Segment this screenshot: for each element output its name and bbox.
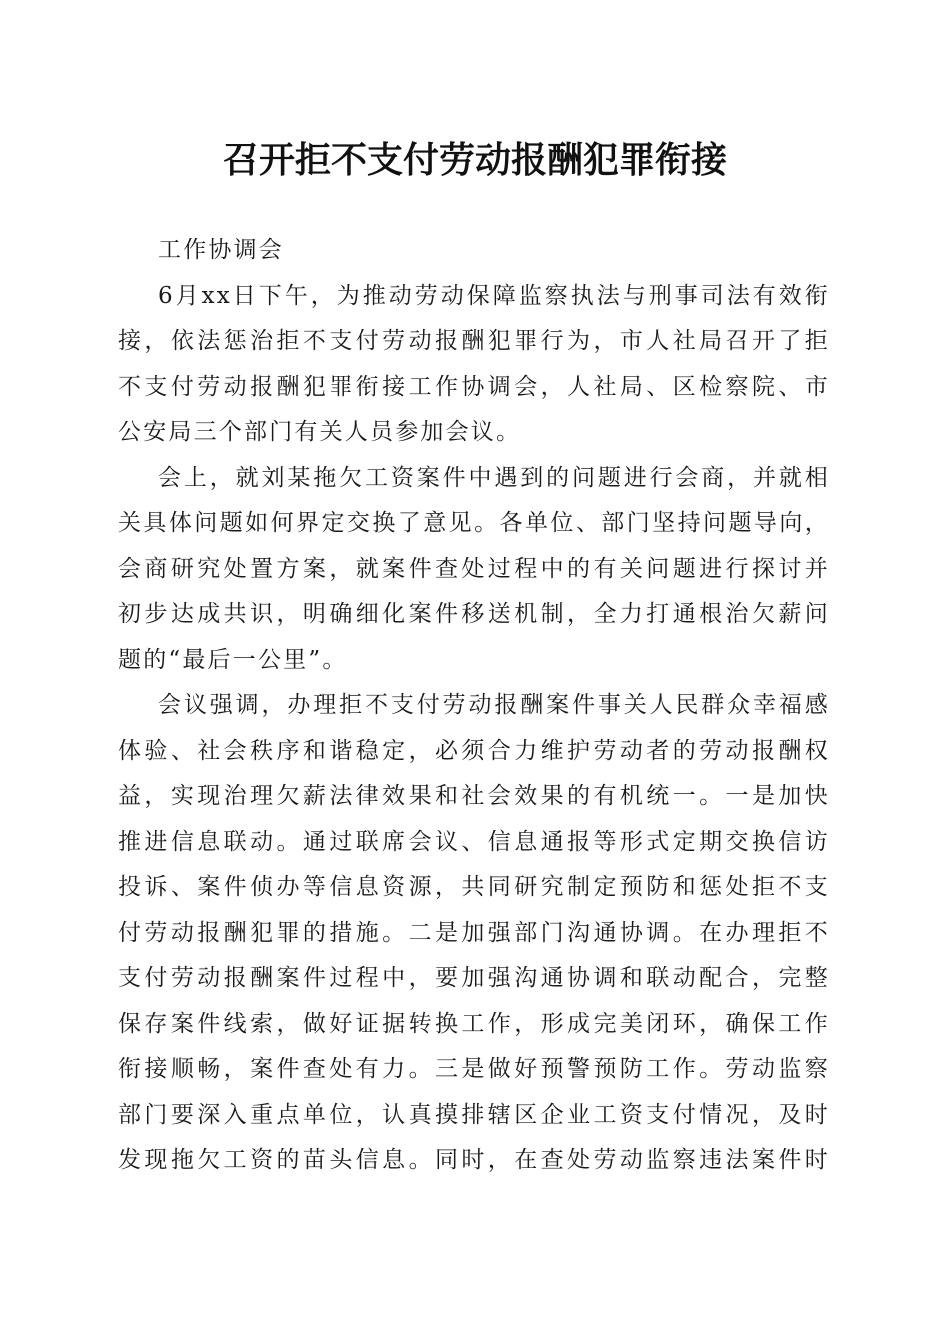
- paragraph-line: 会商研究处置方案，就案件查处过程中的有关问题进行探讨并: [118, 555, 830, 582]
- paragraph-1: [118, 274, 830, 456]
- paragraph-line: 推进信息联动。通过联席会议、信息通报等形式定期交换信访: [118, 828, 830, 855]
- paragraph-line: 初步达成共识，明确细化案件移送机制，全力打通根治欠薪问: [118, 601, 830, 627]
- paragraph-line: 接，依法惩治拒不支付劳动报酬犯罪行为，市人社局召开了拒: [118, 328, 830, 354]
- paragraph-line: 发现拖欠工资的苗头信息。同时，在查处劳动监察违法案件时: [118, 1147, 830, 1173]
- paragraph-line: 益，实现治理欠薪法律效果和社会效果的有机统一。一是加快: [118, 783, 830, 809]
- paragraph-line: 部门要深入重点单位，认真摸排辖区企业工资支付情况，及时: [118, 1101, 830, 1128]
- paragraph-line: 体验、社会秩序和谐稳定，必须合力维护劳动者的劳动报酬权: [118, 737, 830, 764]
- paragraph-line: 会议强调，办理拒不支付劳动报酬案件事关人民群众幸福感: [158, 692, 830, 718]
- paragraph-line: 题的“最后一公里”。: [118, 646, 348, 673]
- paragraph-line: 关具体问题如何界定交换了意见。各单位、部门坚持问题导向，: [118, 510, 830, 536]
- paragraph-line: 衔接顺畅，案件查处有力。三是做好预警预防工作。劳动监察: [118, 1056, 830, 1082]
- paragraph-line: 支付劳动报酬案件过程中，要加强沟通协调和联动配合，完整: [118, 965, 830, 991]
- document-title: 召开拒不支付劳动报酬犯罪衔接: [222, 139, 727, 181]
- paragraph-line: 不支付劳动报酬犯罪衔接工作协调会，人社局、区检察院、市: [118, 373, 830, 400]
- subtitle-line: 工作协调会: [158, 237, 284, 263]
- paragraph-line: 付劳动报酬犯罪的措施。二是加强部门沟通协调。在办理拒不: [118, 919, 830, 946]
- paragraph-3: [118, 683, 830, 1184]
- document-body: [118, 228, 830, 1184]
- paragraph-line: 保存案件线索，做好证据转换工作，形成完美闭环，确保工作: [118, 1010, 830, 1037]
- paragraph-2: [118, 456, 830, 684]
- paragraph-line: 公安局三个部门有关人员参加会议。: [118, 419, 522, 445]
- paragraph-line: 6月xx日下午，为推动劳动保障监察执法与刑事司法有效衔: [158, 282, 830, 309]
- paragraph-line: 投诉、案件侦办等信息资源，共同研究制定预防和惩处拒不支: [118, 874, 830, 900]
- paragraph-line: 会上，就刘某拖欠工资案件中遇到的问题进行会商，并就相: [158, 464, 830, 491]
